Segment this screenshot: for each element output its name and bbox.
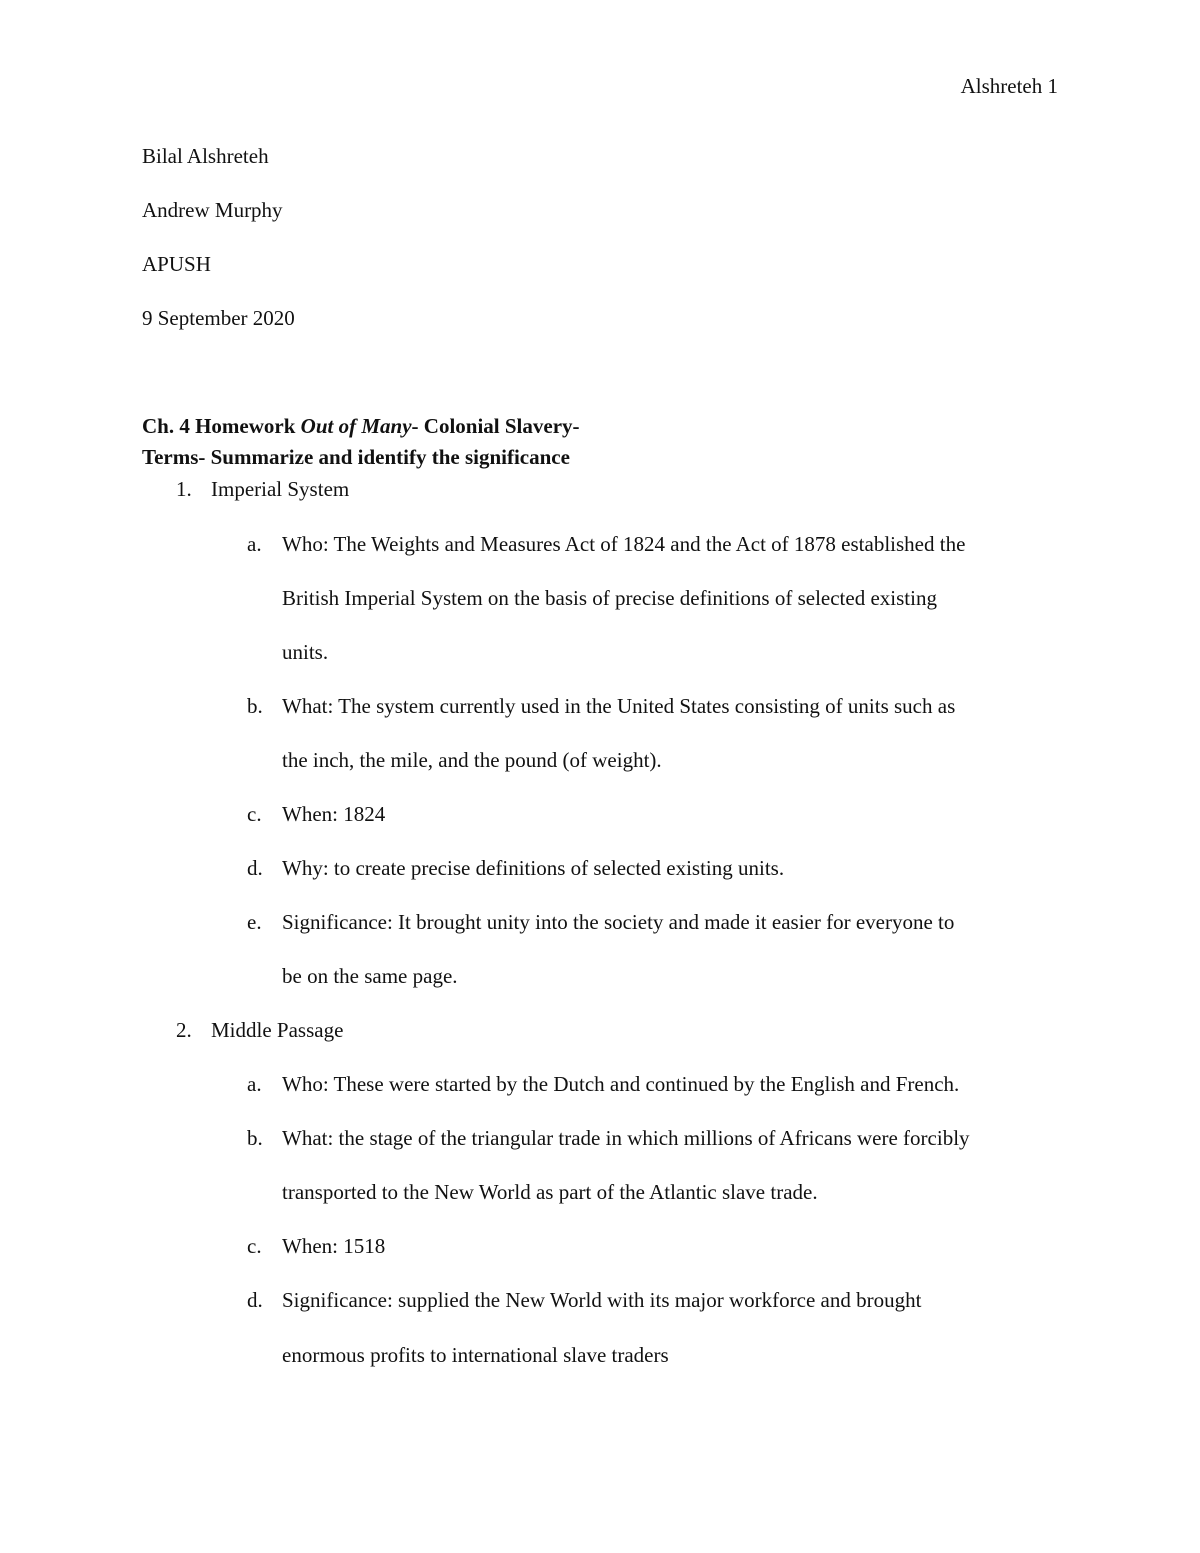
- item-line: When: 1518: [282, 1234, 386, 1258]
- assignment-title: [142, 414, 580, 439]
- term-number: 1.: [176, 477, 192, 501]
- item-letter: d.: [247, 856, 263, 880]
- item-line: Significance: It brought unity into the society and made it easier for everyone to: [282, 910, 955, 934]
- item-line: Who: These were started by the Dutch and continued by the English and French.: [282, 1072, 960, 1096]
- item-letter: b.: [247, 694, 263, 718]
- item-letter: b.: [247, 1126, 263, 1150]
- teacher-name: Andrew Murphy: [142, 198, 283, 222]
- item-line: enormous profits to international slave traders: [282, 1343, 669, 1367]
- student-name: Bilal Alshreteh: [142, 144, 269, 168]
- item-letter: a.: [247, 1072, 262, 1096]
- term-number: 2.: [176, 1018, 192, 1042]
- term-heading: Imperial System: [211, 477, 350, 501]
- item-letter: d.: [247, 1288, 263, 1312]
- item-line: the inch, the mile, and the pound (of weight).: [282, 748, 662, 772]
- item-line: Significance: supplied the New World with its major workforce and brought: [282, 1288, 922, 1312]
- term-heading: Middle Passage: [211, 1018, 344, 1042]
- title-prefix: Ch. 4 Homework: [142, 414, 301, 438]
- item-line: What: the stage of the triangular trade in which millions of Africans were forcibly: [282, 1126, 970, 1150]
- item-line: When: 1824: [282, 802, 386, 826]
- course-name: APUSH: [142, 252, 211, 276]
- title-suffix: - Colonial Slavery-: [411, 414, 580, 438]
- item-line: British Imperial System on the basis of precise definitions of selected existing: [282, 586, 937, 610]
- assignment-instructions: Terms- Summarize and identify the significance: [142, 445, 570, 469]
- item-line: Who: The Weights and Measures Act of 1824 and the Act of 1878 established the: [282, 532, 966, 556]
- item-line: be on the same page.: [282, 964, 458, 988]
- item-letter: a.: [247, 532, 262, 556]
- item-line: Why: to create precise definitions of selected existing units.: [282, 856, 785, 880]
- item-line: units.: [282, 640, 329, 664]
- item-letter: e.: [247, 910, 262, 934]
- submission-date: 9 September 2020: [142, 306, 295, 330]
- item-letter: c.: [247, 1234, 262, 1258]
- book-title: Out of Many: [300, 414, 412, 438]
- item-line: What: The system currently used in the United States consisting of units such as: [282, 694, 956, 718]
- item-line: transported to the New World as part of the Atlantic slave trade.: [282, 1180, 818, 1204]
- running-head: Alshreteh 1: [960, 74, 1058, 98]
- item-letter: c.: [247, 802, 262, 826]
